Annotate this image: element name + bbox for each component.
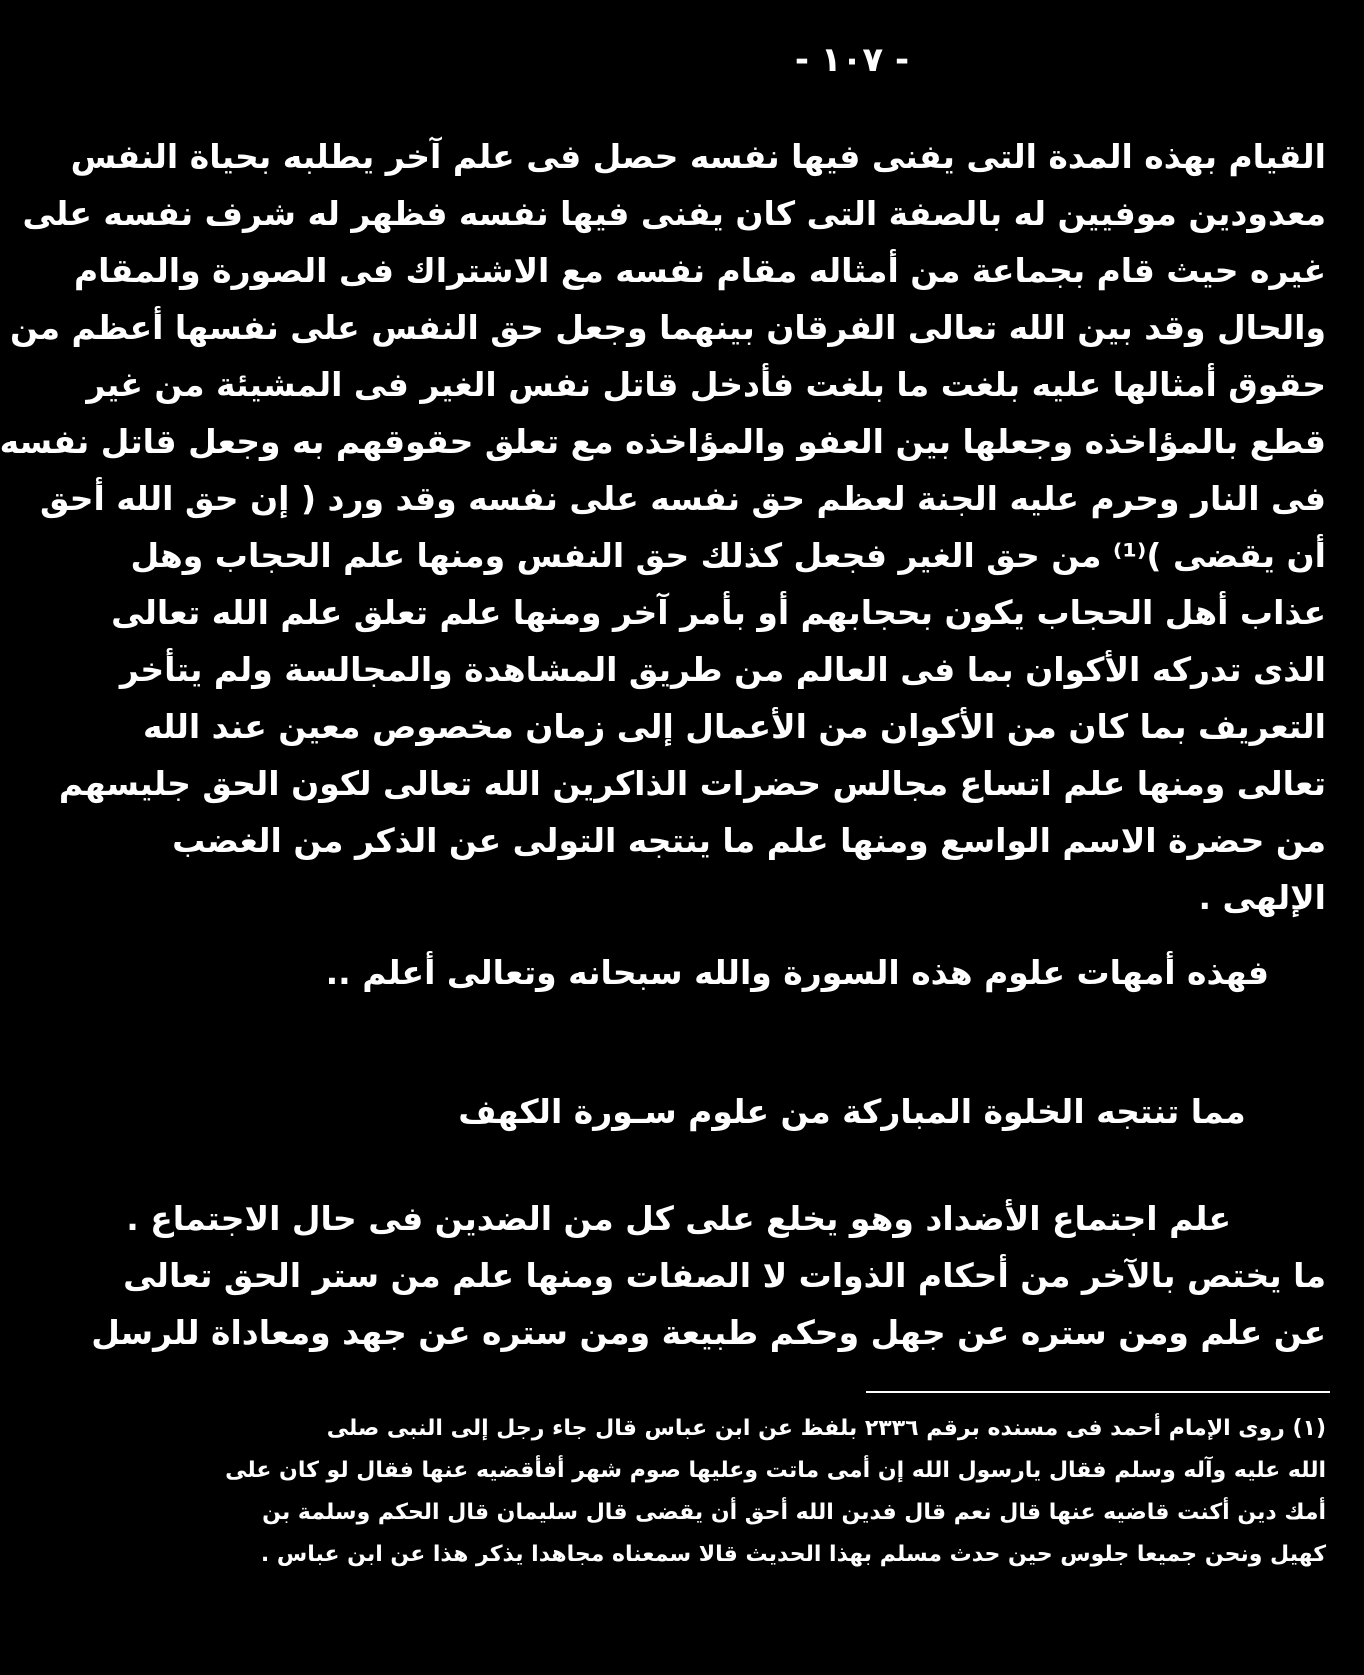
body-line: معدودين موفيين له بالصفة التى كان يفنى فيها نفسه فظهر له شرف نفسه على xyxy=(22,194,1326,233)
footnote-line: الله عليه وآله وسلم فقال يارسول الله إن أمى ماتت وعليها صوم شهر أفأقضيه عنها فقال لو كان على xyxy=(225,1458,1326,1483)
footnote-line: (١) روى الإمام أحمد فى مسنده برقم ٢٣٣٦ بلفظ عن ابن عباس قال جاء رجل إلى النبى صلى xyxy=(326,1416,1326,1441)
footnote-line: كهيل ونحن جميعا جلوس حين حدث مسلم بهذا الحديث قالا سمعناه مجاهدا يذكر هذا عن ابن عباس . xyxy=(260,1542,1326,1567)
body-line: من حضرة الاسم الواسع ومنها علم ما ينتجه التولى عن الذكر من الغضب xyxy=(172,821,1326,860)
body-line: غيره حيث قام بجماعة من أمثاله مقام نفسه مع الاشتراك فى الصورة والمقام xyxy=(73,251,1326,290)
footnote-divider xyxy=(866,1391,1330,1393)
page-number: - ١٠٧ - xyxy=(794,40,910,80)
body-line: عذاب أهل الحجاب يكون بحجابهم أو بأمر آخر ومنها علم تعلق علم الله تعالى xyxy=(111,593,1326,632)
section-text xyxy=(91,1190,1326,1361)
section-line: عن علم ومن ستره عن جهل وحكم طبيعة ومن ستره عن جهد ومعاداة للرسل xyxy=(91,1313,1326,1352)
footnote xyxy=(225,1408,1326,1576)
body-line: تعالى ومنها علم اتساع مجالس حضرات الذاكرين الله تعالى لكون الحق جليسهم xyxy=(58,764,1326,803)
body-line: قطع بالمؤاخذه وجعلها بين العفو والمؤاخذه مع تعلق حقوقهم به وجعل قاتل نفسه xyxy=(0,422,1326,461)
body-line: القيام بهذه المدة التى يفنى فيها نفسه حصل فى علم آخر يطلبه بحياة النفس xyxy=(70,137,1326,176)
body-line: الذى تدركه الأكوان بما فى العالم من طريق المشاهدة والمجالسة ولم يتأخر xyxy=(119,650,1326,689)
footnote-line: أمك دين أكنت قاضيه عنها قال نعم قال فدين الله أحق أن يقضى قال سليمان قال الحكم وسلمة بن xyxy=(262,1500,1326,1525)
body-line: التعريف بما كان من الأكوان من الأعمال إلى زمان مخصوص معين عند الله xyxy=(143,707,1326,746)
section-line: علم اجتماع الأضداد وهو يخلع على كل من الضدين فى حال الاجتماع . xyxy=(126,1199,1231,1238)
section-line: ما يختص بالآخر من أحكام الذوات لا الصفات ومنها علم من ستر الحق تعالى xyxy=(123,1256,1326,1295)
body-line: حقوق أمثالها عليه بلغت ما بلغت فأدخل قاتل نفس الغير فى المشيئة من غير xyxy=(86,365,1326,404)
closing-line: فهذه أمهات علوم هذه السورة والله سبحانه وتعالى أعلم .. xyxy=(325,953,1269,992)
body-line: فى النار وحرم عليه الجنة لعظم حق نفسه على نفسه وقد ورد ( إن حق الله أحق xyxy=(39,479,1326,518)
body-text xyxy=(0,128,1326,926)
body-line-with-footnote-ref: أن يقضى )⁽¹⁾ من حق الغير فجعل كذلك حق النفس ومنها علم الحجاب وهل xyxy=(130,536,1326,575)
body-line-last: الإلهى . xyxy=(1198,878,1326,917)
body-line: والحال وقد بين الله تعالى الفرقان بينهما وجعل حق النفس على نفسها أعظم من xyxy=(9,308,1326,347)
section-heading: مما تنتجه الخلوة المباركة من علوم سـورة الكهف xyxy=(458,1092,1246,1131)
